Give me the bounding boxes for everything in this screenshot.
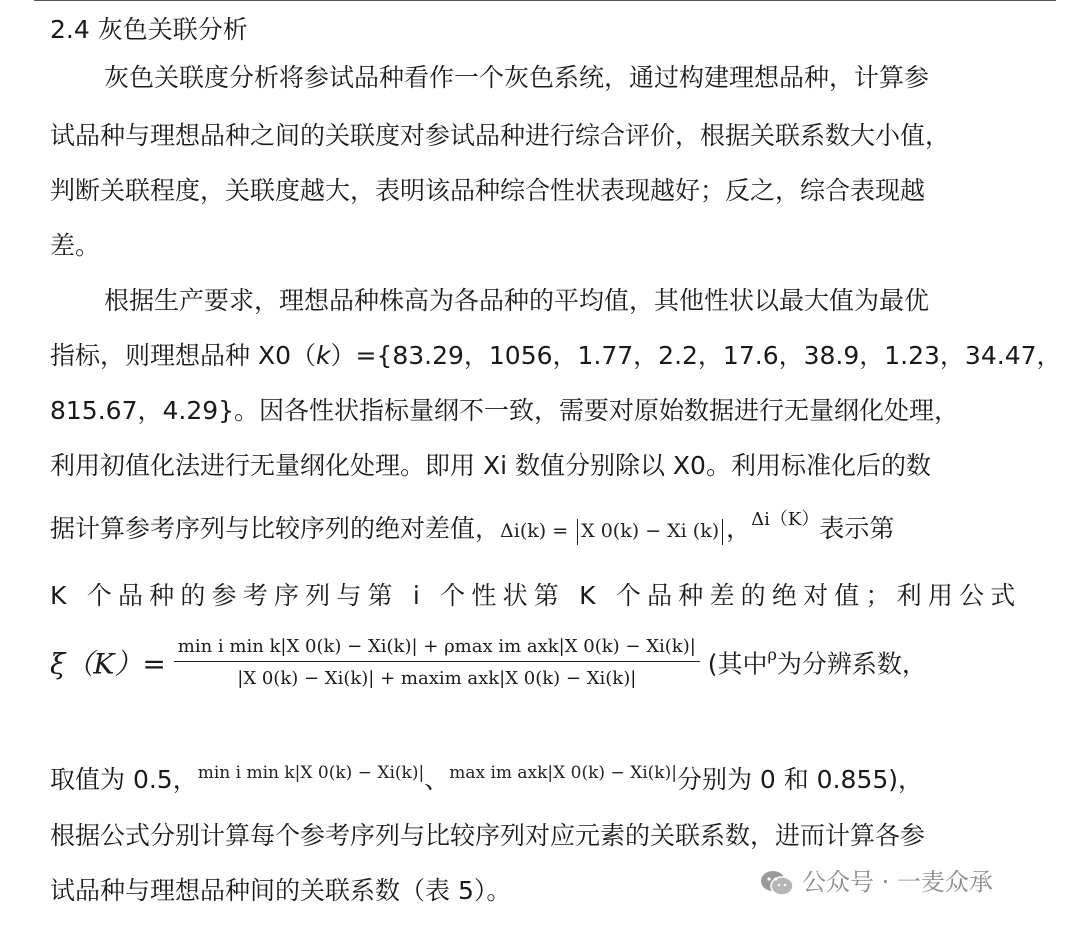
min-expression: min i min k|X 0(k) − Xi(k)| [197,763,425,783]
max-expression: max im axk|X 0(k) − Xi(k)| [449,763,677,783]
paragraph2-line3: 815.67，4.29}。因各性状指标量纲不一致，需要对原始数据进行无量纲化处理， [50,396,960,425]
ideal-variety-prefix: 指标，则理想品种 X0（ [50,341,316,370]
comma: ， [726,514,752,543]
watermark [760,862,993,897]
abs-expression: X 0(k) − Xi (k) [581,520,720,542]
paragraph2-line8 [50,764,923,799]
formula-lhs: ξ（K）= [50,647,166,681]
section-heading: 2.4 灰色关联分析 [50,15,248,44]
delta-symbol: Δi [751,509,770,530]
k-paren: （K） [769,509,820,530]
correlation-formula [50,636,927,720]
paragraph2-line1: 根据生产要求，理想品种株高为各品种的平均值，其他性状以最大值为最优 [104,286,930,315]
k-variable: k [315,341,331,370]
paragraph2-line6: K 个品种的参考序列与第 i 个性状第 K 个品种差的绝对值；利用公式 [50,581,1022,610]
values-result: 分别为 0 和 0.855)， [676,765,924,794]
formula-denominator: |X 0(k) − Xi(k)| + maxim axk|X 0(k) − Xi(k)| [237,668,637,689]
paragraph2-line9: 根据公式分别计算每个参考序列与比较序列对应元素的关联系数，进而计算各参 [50,821,926,850]
ideal-variety-values: ）={83.29，1056，1.77，2.2，17.6，38.9，1.23，34.47， [330,341,1062,370]
separator: 、 [424,765,450,794]
formula-note-post: 为分辨系数， [776,649,927,679]
paragraph1-line2: 试品种与理想品种之间的关联度对参试品种进行综合评价，根据关联系数大小值， [50,121,951,150]
rho-symbol: ρ [767,645,777,665]
paragraph2-line2 [50,340,1062,372]
abs-diff-formula [500,520,726,542]
abs-bar-left [577,519,578,545]
abs-diff-text: 据计算参考序列与比较序列的绝对差值， [50,514,501,543]
abs-bar-right [722,519,723,545]
wechat-icon [760,870,794,896]
value-text: 取值为 0.5， [50,765,198,794]
paragraph2-line10: 试品种与理想品种间的关联系数（表 5）。 [50,876,512,905]
watermark-text: 公众号 · 一麦众承 [802,868,993,896]
paragraph1-line4: 差。 [50,231,101,260]
paragraph1-line1: 灰色关联度分析将参试品种看作一个灰色系统，通过构建理想品种，计算参 [104,63,930,92]
paragraph1-line3: 判断关联程度，关联度越大，表明该品种综合性状表现越好；反之，综合表现越 [50,176,926,205]
top-rule [34,0,1056,1]
represents-text: 表示第 [819,514,895,543]
paragraph2-line5 [50,509,895,548]
formula-numerator: min i min k|X 0(k) − Xi(k)| + ρmax im axk|X 0(k) − Xi(k)| [174,636,700,662]
paragraph2-line4: 利用初值化法进行无量纲化处理。即用 Xi 数值分别除以 X0。利用标准化后的数 [50,451,931,480]
formula-note-pre: (其中 [707,649,768,679]
delta-lhs: Δi(k) = [500,520,575,542]
formula-fraction [174,636,700,689]
